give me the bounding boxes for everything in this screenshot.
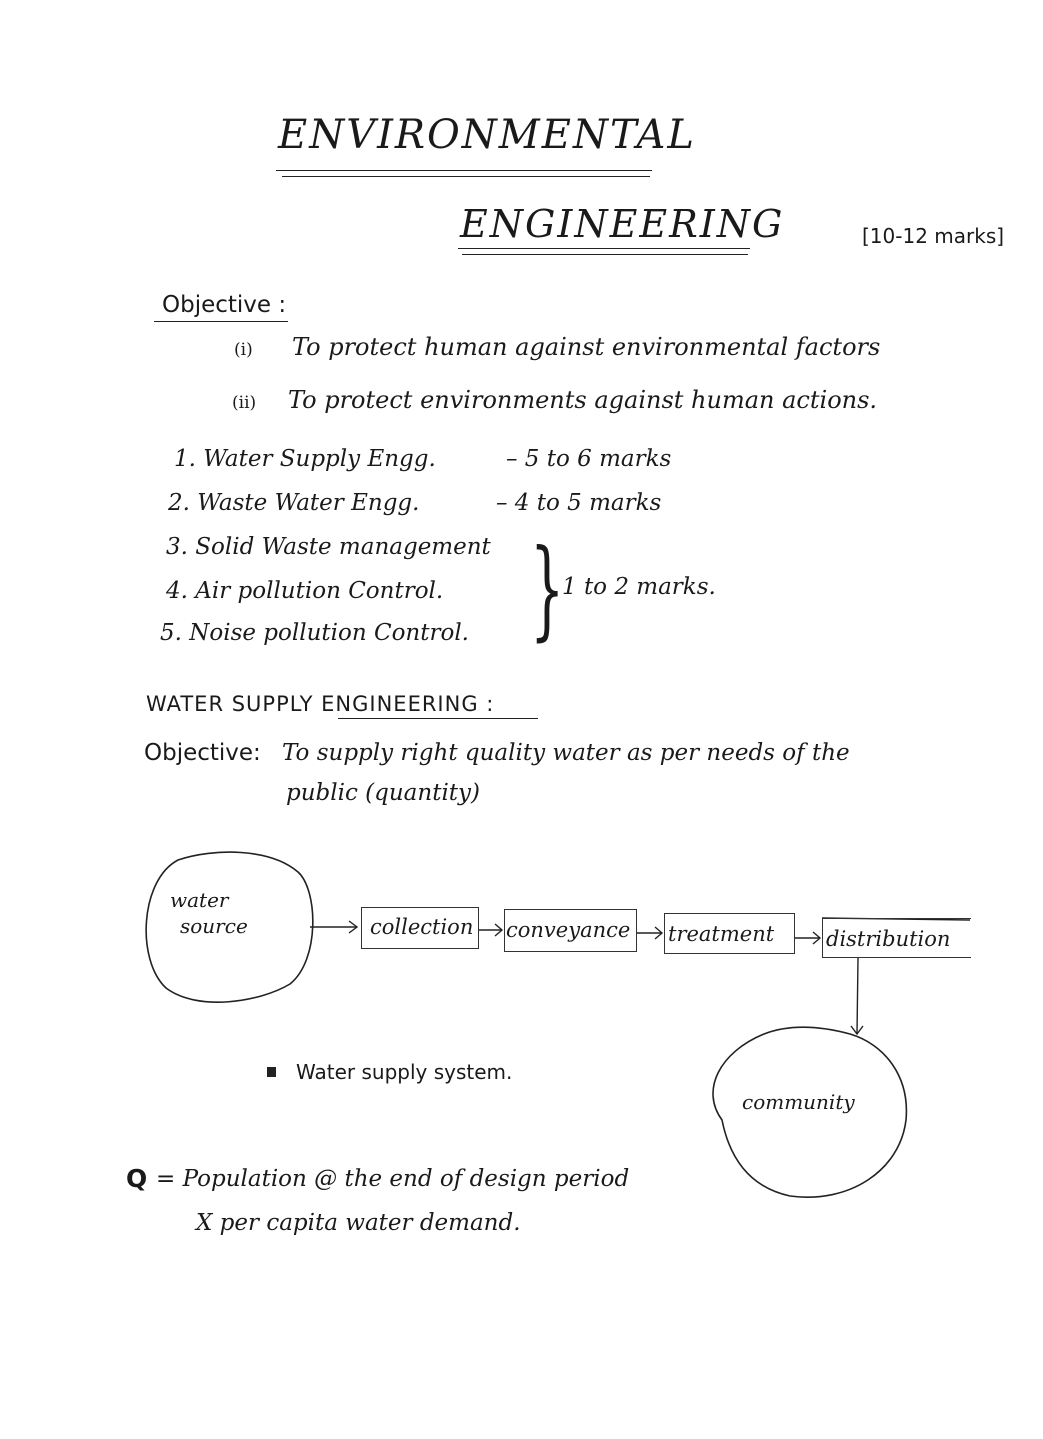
water-supply-objective-line1: To supply right quality water as per needs of the (282, 740, 850, 766)
water-supply-objective-line2: public (quantity) (286, 780, 481, 806)
objective-item-number: (ii) (232, 393, 257, 413)
grouped-marks: 1 to 2 marks. (562, 574, 716, 600)
objective-item-text: To protect human against environmental factors (292, 333, 881, 361)
marks-note: [10-12 marks] (862, 224, 1005, 248)
community-label: community (742, 1090, 855, 1114)
topic-item: 1. Water Supply Engg. (174, 446, 436, 472)
topic-item: 5. Noise pollution Control. (160, 620, 469, 646)
arrow-distribution-community (857, 958, 858, 1034)
stage-conveyance: conveyance (506, 918, 631, 942)
title-engineering: ENGINEERING (460, 202, 785, 246)
objective-item-number: (i) (234, 340, 253, 360)
objective-item-text: To protect environments against human actions. (288, 386, 878, 414)
formula-line2: X per capita water demand. (196, 1210, 521, 1236)
topic-marks: – 4 to 5 marks (496, 490, 662, 516)
topic-item: 2. Waste Water Engg. (168, 490, 420, 516)
grouping-brace: } (530, 527, 565, 652)
objective-heading: Objective : (162, 292, 287, 318)
water-supply-heading: WATER SUPPLY ENGINEERING : (146, 692, 495, 716)
diagram-caption: Water supply system. (296, 1060, 513, 1084)
source-label-line2: source (180, 914, 248, 938)
formula-q: Q (126, 1164, 148, 1193)
caption-bullet (267, 1067, 276, 1077)
source-label-line1: water (170, 888, 229, 912)
topic-item: 4. Air pollution Control. (166, 578, 444, 604)
formula-line1: = Population @ the end of design period (156, 1166, 630, 1192)
water-supply-objective-label: Objective: (144, 740, 261, 766)
title-environmental: ENVIRONMENTAL (278, 112, 696, 158)
stage-treatment: treatment (668, 922, 775, 946)
stage-collection: collection (370, 915, 474, 939)
topic-item: 3. Solid Waste management (166, 534, 491, 560)
stage-distribution: distribution (826, 927, 951, 951)
topic-marks: – 5 to 6 marks (506, 446, 672, 472)
